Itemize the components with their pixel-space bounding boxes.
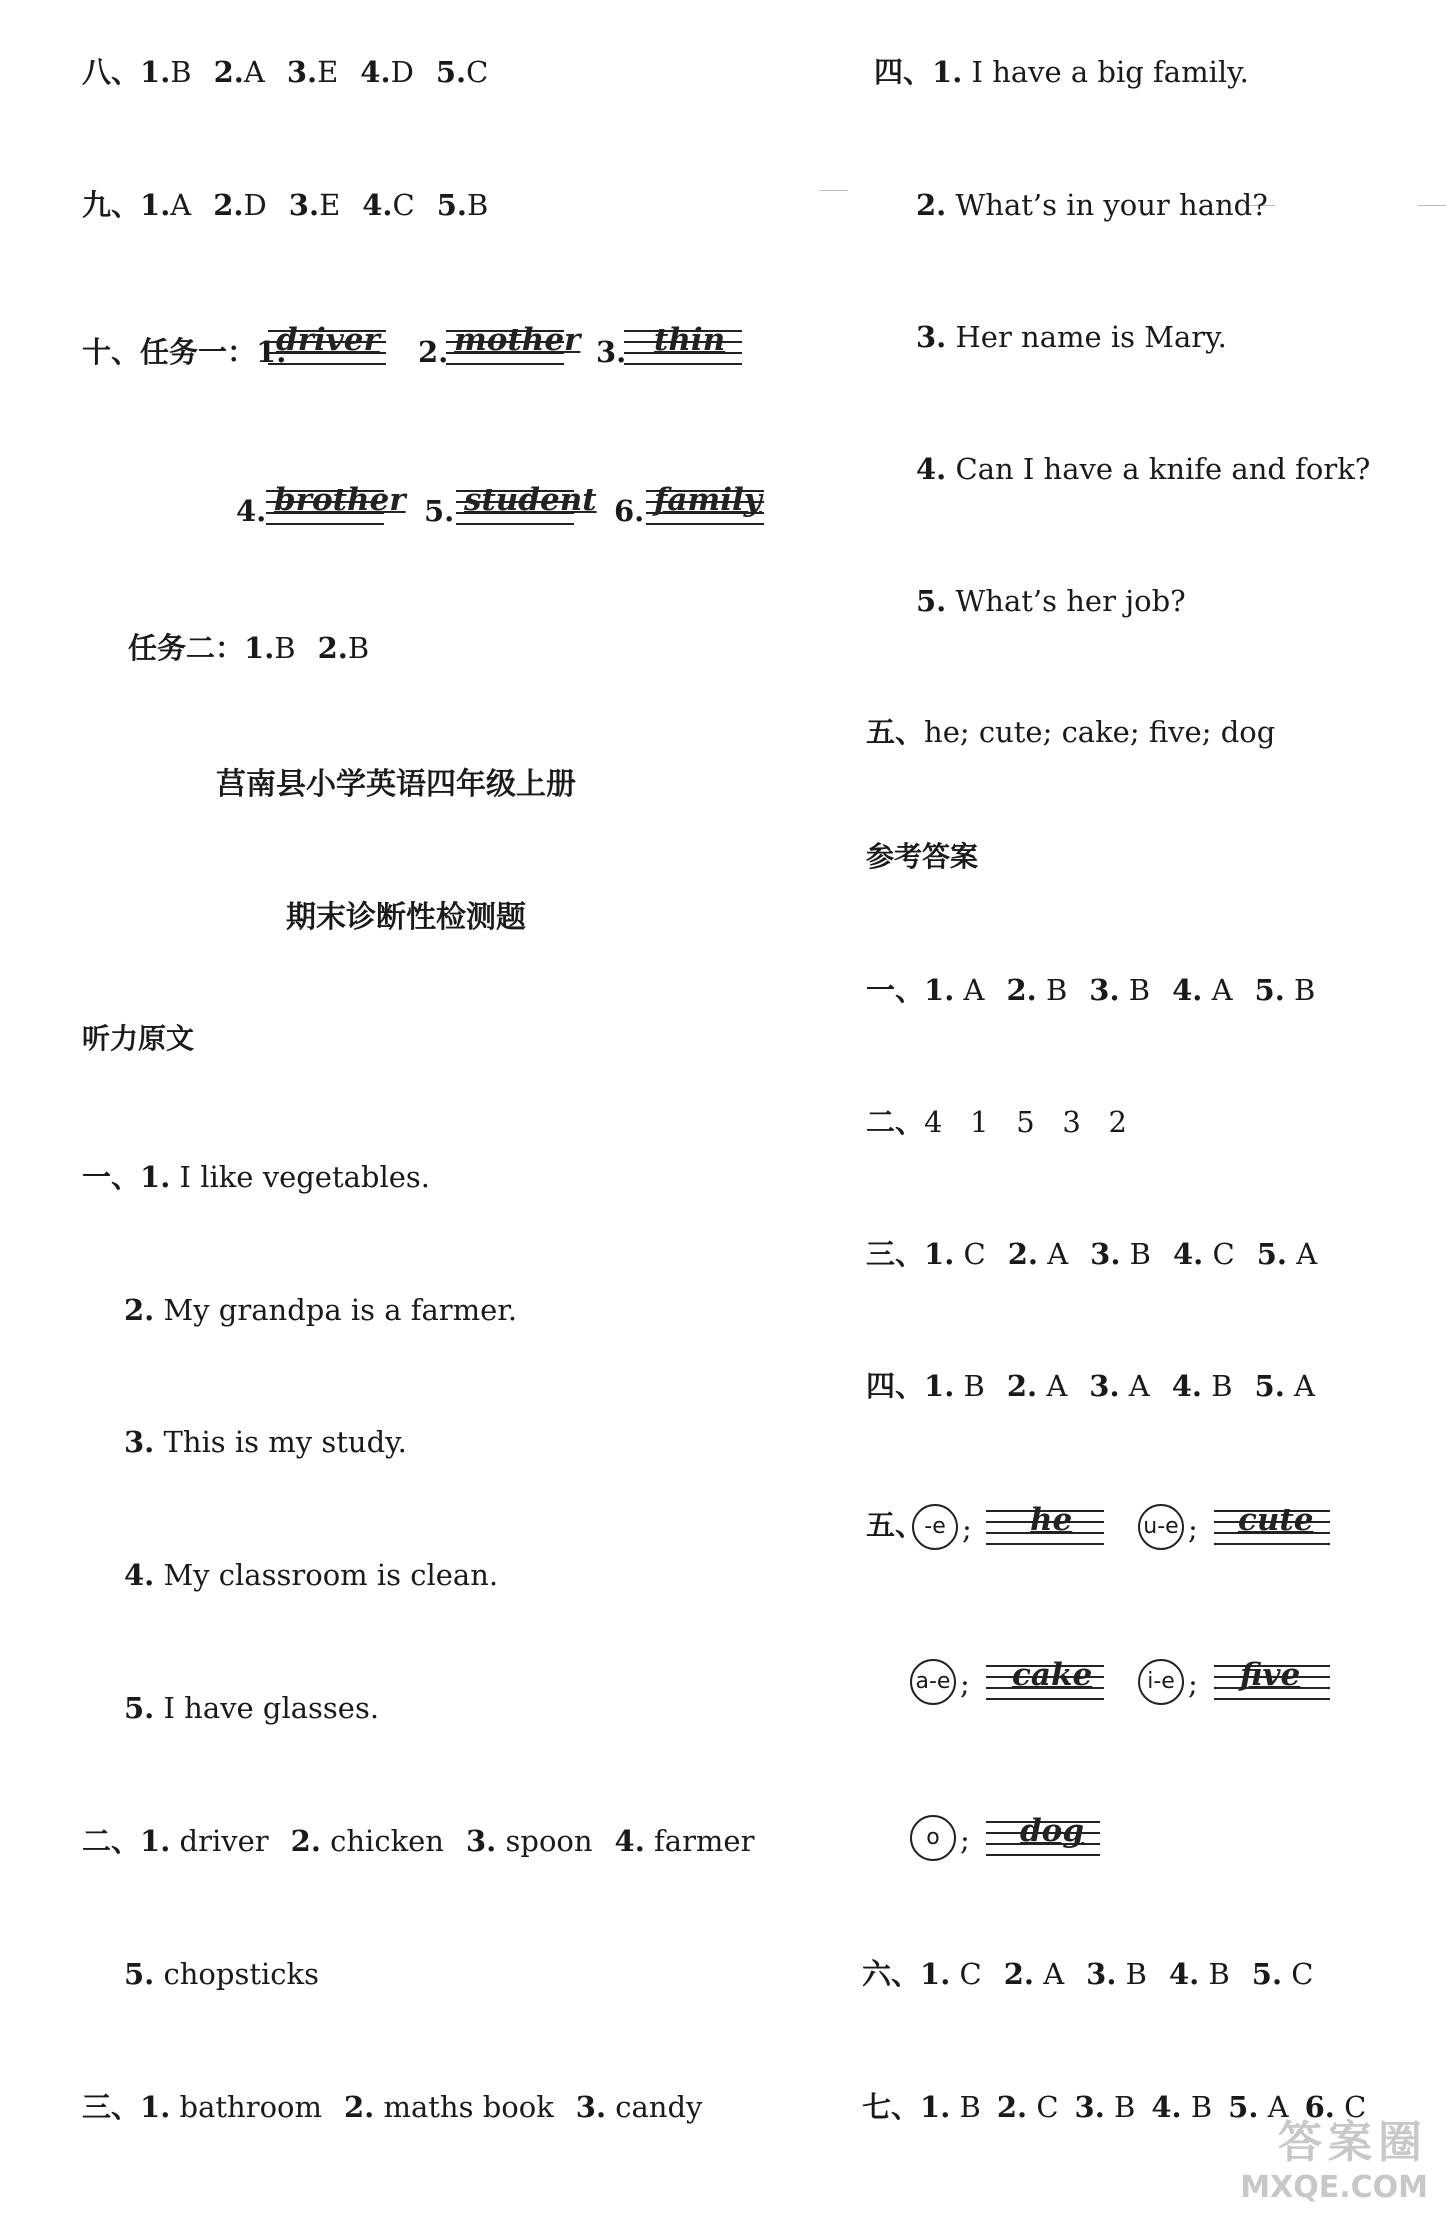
- item-answer: A: [1294, 1369, 1315, 1403]
- handwritten-word: student: [464, 482, 597, 518]
- item-answer: A: [963, 973, 985, 1007]
- item-number: 5.: [124, 1691, 155, 1725]
- item-number: 1.: [924, 1369, 955, 1403]
- item-answer: B: [1211, 1369, 1233, 1403]
- shi-num-4: [236, 494, 267, 528]
- item-number: 1.: [256, 335, 287, 369]
- item-number: 2.: [996, 2090, 1028, 2124]
- section-prefix: 四、: [866, 1369, 925, 1403]
- sentence: My classroom is clean.: [163, 1558, 499, 1592]
- handwritten-word: he: [1030, 1502, 1073, 1538]
- item-number: 1.: [140, 1824, 171, 1858]
- item-number: 5.: [916, 584, 947, 618]
- item-answer: B: [1294, 973, 1316, 1007]
- item-number: 5.: [1254, 973, 1285, 1007]
- section-prefix: 五、: [866, 715, 925, 749]
- handwritten-word: mother: [454, 322, 581, 358]
- item-number: 3.: [1090, 1237, 1121, 1271]
- item-number: 5.: [1254, 1369, 1285, 1403]
- item-number: 5.: [124, 1957, 155, 1991]
- listening-yi-5: [124, 1691, 380, 1725]
- section-prefix: 三、: [82, 2090, 141, 2124]
- answer-row-1: [866, 973, 1337, 1007]
- item-number: 4.: [236, 494, 267, 528]
- item-answer: C: [1036, 2090, 1059, 2124]
- item-number: 4.: [362, 188, 393, 222]
- item-number: 2.: [213, 55, 244, 89]
- sound-circle: i-e: [1138, 1659, 1184, 1705]
- word-list: he; cute; cake; five; dog: [924, 715, 1276, 749]
- listening-er-5: [124, 1957, 319, 1991]
- item-answer: B: [274, 631, 296, 665]
- item-number: 1.: [140, 2090, 171, 2124]
- item-number: 1.: [932, 55, 963, 89]
- item-answer: B: [1125, 1957, 1147, 1991]
- item-answer: D: [390, 55, 414, 89]
- item-number: 5.: [435, 55, 467, 89]
- item-answer: B: [963, 1369, 985, 1403]
- answer-row-4: [866, 1369, 1337, 1403]
- item-word: farmer: [654, 1824, 755, 1858]
- item-answer: A: [1128, 1369, 1150, 1403]
- item-number: 1.: [920, 2090, 951, 2124]
- section-prefix: 八、: [82, 55, 141, 89]
- item-number: 6.: [1304, 2090, 1335, 2124]
- item-answer: A: [1267, 2090, 1289, 2124]
- section-prefix: 二、: [866, 1105, 925, 1139]
- sound-circle: o: [910, 1815, 956, 1861]
- item-number: 5.: [436, 188, 468, 222]
- listening-san-row: [82, 2090, 724, 2124]
- section-prefix: 二、: [82, 1824, 141, 1858]
- shi-num-2: [418, 335, 449, 369]
- item-number: 5.: [1256, 1237, 1287, 1271]
- sentence: What’s her job?: [955, 584, 1186, 618]
- item-number: 2.: [1006, 1369, 1038, 1403]
- item-number: 2.: [213, 188, 244, 222]
- item-answer: B: [1114, 2090, 1136, 2124]
- answer-row-ba: [82, 55, 510, 89]
- handwritten-word: cake: [1012, 1657, 1093, 1693]
- item-number: 4.: [1172, 1237, 1204, 1271]
- sentence: I have a big family.: [971, 55, 1249, 89]
- item-number: 4.: [1168, 1957, 1200, 1991]
- item-number: 5.: [1251, 1957, 1283, 1991]
- item-number: 1.: [140, 55, 171, 89]
- handwritten-word: cute: [1238, 1502, 1314, 1538]
- item-answer: A: [170, 188, 192, 222]
- item-answer: C: [392, 188, 415, 222]
- listening-heading: 听力原文: [82, 1022, 195, 1055]
- separator: ;: [1188, 1667, 1198, 1701]
- section-prefix: 任务二：: [128, 631, 245, 665]
- section-prefix: 十、任务一：: [82, 335, 257, 369]
- item-word: spoon: [505, 1824, 593, 1858]
- listening-si-3: [916, 320, 1227, 354]
- listening-si-5: [916, 584, 1186, 618]
- listening-yi-4: [124, 1558, 499, 1592]
- page-title: 莒南县小学英语四年级上册: [216, 767, 576, 802]
- item-word: bathroom: [179, 2090, 322, 2124]
- item-word: chicken: [330, 1824, 444, 1858]
- item-answer: D: [243, 188, 267, 222]
- item-number: 2.: [916, 188, 947, 222]
- item-number: 1.: [140, 188, 171, 222]
- item-word: maths book: [383, 2090, 554, 2124]
- shi-row-1: [82, 335, 287, 369]
- item-answer: A: [1211, 973, 1233, 1007]
- sound-circle: u-e: [1138, 1504, 1184, 1550]
- watermark-url: MXQE.COM: [1240, 2170, 1428, 2205]
- item-answer: B: [467, 188, 489, 222]
- item-number: 3.: [1074, 2090, 1105, 2124]
- item-answer: A: [1043, 1957, 1065, 1991]
- sound-circle: -e: [912, 1504, 958, 1550]
- item-number: 3.: [1089, 973, 1120, 1007]
- scan-mark: [820, 190, 848, 191]
- item-number: 5.: [1228, 2090, 1259, 2124]
- item-answer: C: [959, 1957, 982, 1991]
- separator: ;: [962, 1512, 972, 1546]
- item-number: 4.: [614, 1824, 645, 1858]
- watermark-text: 答案圈: [1278, 2117, 1428, 2168]
- answers-heading: 参考答案: [866, 840, 979, 873]
- item-answer: B: [1190, 2090, 1213, 2124]
- item-word: chopsticks: [163, 1957, 319, 1991]
- scan-mark: [1418, 205, 1446, 206]
- sentence: Can I have a knife and fork?: [955, 452, 1371, 486]
- item-number: 1.: [140, 1160, 171, 1194]
- separator: ;: [960, 1823, 970, 1857]
- item-number: 2.: [317, 631, 348, 665]
- item-number: 2.: [1006, 973, 1037, 1007]
- sentence: What’s in your hand?: [955, 188, 1268, 222]
- item-number: 3.: [916, 320, 947, 354]
- item-number: 4.: [360, 55, 391, 89]
- item-number: 2.: [1007, 1237, 1038, 1271]
- item-answer: B: [1129, 1237, 1151, 1271]
- listening-wu-row: [866, 715, 1276, 749]
- item-number: 2.: [1003, 1957, 1034, 1991]
- listening-si-1: [874, 55, 1249, 89]
- item-answer: C: [1344, 2090, 1367, 2124]
- handwritten-word: dog: [1020, 1813, 1085, 1849]
- section-prefix: 四、: [874, 55, 933, 89]
- listening-yi-1: [82, 1160, 431, 1194]
- sentence: My grandpa is a farmer.: [163, 1293, 518, 1327]
- item-number: 3.: [286, 55, 318, 89]
- item-number: 3.: [288, 188, 320, 222]
- handwritten-word: thin: [654, 322, 726, 358]
- item-number: 2.: [343, 2090, 375, 2124]
- listening-yi-3: [124, 1425, 407, 1459]
- listening-er-row: [82, 1824, 776, 1858]
- item-answer: E: [319, 188, 341, 222]
- item-number: 1.: [244, 631, 275, 665]
- item-answer: A: [1047, 1237, 1069, 1271]
- item-number: 2.: [290, 1824, 321, 1858]
- handwritten-word: family: [654, 482, 762, 518]
- item-answer: C: [1212, 1237, 1235, 1271]
- listening-si-2: [916, 188, 1268, 222]
- item-answer: B: [1045, 973, 1068, 1007]
- section-prefix: 五、: [866, 1508, 925, 1542]
- item-answer: B: [347, 631, 370, 665]
- shi-num-3: [596, 335, 627, 369]
- item-answer: E: [317, 55, 339, 89]
- item-number: 4.: [124, 1558, 155, 1592]
- separator: ;: [1188, 1512, 1198, 1546]
- item-number: 3.: [575, 2090, 607, 2124]
- item-number: 3.: [124, 1425, 155, 1459]
- sentence: I have glasses.: [163, 1691, 380, 1725]
- watermark-logo: [1240, 2106, 1428, 2205]
- answer-row-2: [866, 1105, 1127, 1139]
- item-answer: C: [1291, 1957, 1314, 1991]
- item-number: 3.: [466, 1824, 497, 1858]
- answer-row-jiu: [82, 188, 510, 222]
- item-answer: A: [1046, 1369, 1068, 1403]
- sentence: Her name is Mary.: [955, 320, 1227, 354]
- item-number: 4.: [1171, 1369, 1203, 1403]
- separator: ;: [960, 1667, 970, 1701]
- task-two-row: [128, 631, 391, 665]
- item-answer: C: [466, 55, 489, 89]
- answer-row-6: [862, 1957, 1336, 1991]
- sentence: I like vegetables.: [179, 1160, 431, 1194]
- item-number: 6.: [614, 494, 645, 528]
- item-number: 5.: [424, 494, 455, 528]
- item-number: 4.: [1172, 973, 1203, 1007]
- handwritten-word: driver: [276, 322, 380, 358]
- item-number: 1.: [924, 973, 955, 1007]
- item-number: 2.: [124, 1293, 155, 1327]
- item-number: 2.: [418, 335, 449, 369]
- item-answer: A: [1296, 1237, 1318, 1271]
- sound-circle: a-e: [910, 1659, 956, 1705]
- item-number: 3.: [1086, 1957, 1117, 1991]
- section-prefix: 九、: [82, 188, 141, 222]
- section-prefix: 七、: [862, 2090, 921, 2124]
- item-number: 1.: [924, 1237, 955, 1271]
- page-subtitle: 期末诊断性检测题: [286, 900, 526, 935]
- section-prefix: 六、: [862, 1957, 921, 1991]
- item-number: 1.: [920, 1957, 951, 1991]
- item-number: 3.: [596, 335, 627, 369]
- item-answer: B: [1128, 973, 1151, 1007]
- item-word: candy: [615, 2090, 703, 2124]
- answer-row-3: [866, 1237, 1339, 1271]
- shi-num-6: [614, 494, 645, 528]
- item-answer: B: [1208, 1957, 1230, 1991]
- item-word: driver: [179, 1824, 269, 1858]
- shi-num-5: [424, 494, 455, 528]
- order-answer: 4 1 5 3 2: [924, 1105, 1127, 1139]
- handwritten-word: brother: [274, 482, 406, 518]
- item-answer: B: [959, 2090, 981, 2124]
- listening-si-4: [916, 452, 1371, 486]
- item-number: 4.: [916, 452, 947, 486]
- section-prefix: 一、: [82, 1160, 141, 1194]
- item-answer: A: [243, 55, 265, 89]
- item-answer: B: [170, 55, 192, 89]
- section-prefix: 一、: [866, 973, 925, 1007]
- item-number: 3.: [1089, 1369, 1120, 1403]
- section-prefix: 三、: [866, 1237, 925, 1271]
- sentence: This is my study.: [163, 1425, 407, 1459]
- listening-yi-2: [124, 1293, 518, 1327]
- item-answer: C: [963, 1237, 986, 1271]
- item-number: 4.: [1151, 2090, 1182, 2124]
- handwritten-word: five: [1240, 1657, 1301, 1693]
